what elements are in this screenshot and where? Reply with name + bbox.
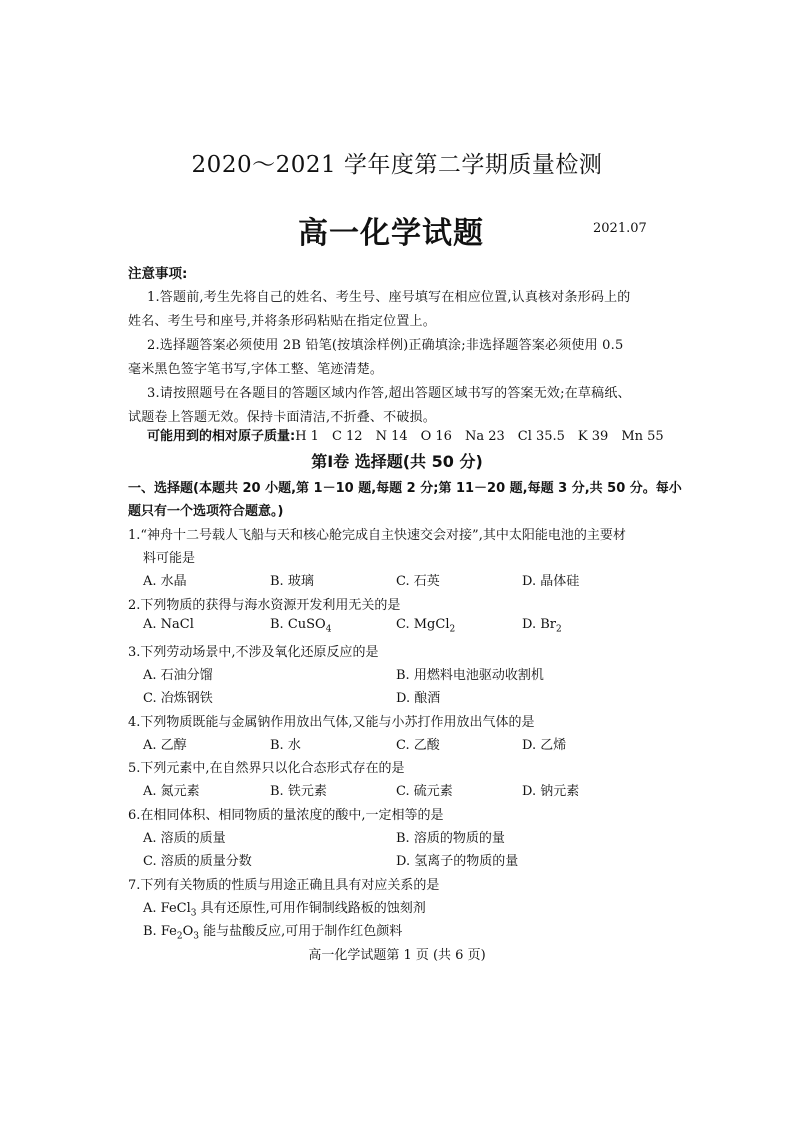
note-line: 毫米黑色签字笔书写,字体工整、笔迹清楚。 (128, 362, 384, 377)
section-desc: 一、选择题(本题共 20 小题,第 1－10 题,每题 2 分;第 11－20 题,每题 3 分,共 50 分。每小 (128, 481, 682, 496)
question-stem: 5.下列元素中,在自然界只以化合态形式存在的是 (128, 761, 405, 776)
atomic-mass-values: H 1 C 12 N 14 O 16 Na 23 Cl 35.5 K 39 Mn 55 (295, 429, 664, 444)
note-line: 2.选择题答案必须使用 2B 铅笔(按填涂样例)正确填涂;非选择题答案必须使用 0.5 (147, 338, 624, 353)
option-c: C. MgCl$_2$ (396, 617, 456, 635)
option-b: B. 溶质的物质的量 (396, 831, 505, 846)
option-b: B. 玻璃 (270, 574, 314, 589)
option-d: D. 晶体硅 (522, 574, 580, 589)
option-a: A. 乙醇 (143, 738, 187, 753)
option-d: D. 钠元素 (522, 784, 580, 799)
option-b: B. CuSO$_4$ (270, 617, 332, 635)
option-a: A. NaCl (143, 617, 194, 632)
option-b: B. $Fe_2O_3$ 能与盐酸反应,可用于制作红色颜料 (143, 924, 403, 942)
question-stem: 2.下列物质的获得与海水资源开发利用无关的是 (128, 598, 401, 613)
note-line: 3.请按照题号在各题目的答题区域内作答,超出答题区域书写的答案无效;在草稿纸、 (147, 386, 631, 401)
option-d: D. $Br_2$ (522, 617, 562, 635)
note-line: 姓名、考生号和座号,并将条形码粘贴在指定位置上。 (128, 314, 436, 329)
note-line: 试题卷上答题无效。保持卡面清洁,不折叠、不破损。 (128, 410, 436, 425)
question-stem: 4.下列物质既能与金属钠作用放出气体,又能与小苏打作用放出气体的是 (128, 715, 535, 730)
option-c: C. 溶质的质量分数 (143, 854, 252, 869)
option-d: D. 氢离子的物质的量 (396, 854, 519, 869)
section-desc: 题只有一个选项符合题意。) (128, 504, 284, 519)
question-stem: 6.在相同体积、相同物质的量浓度的酸中,一定相等的是 (128, 808, 444, 823)
section-title: 第Ⅰ卷 选择题(共 50 分) (311, 452, 483, 471)
question-stem: 1.“神舟十二号载人飞船与天和核心舱完成自主快速交会对接”,其中太阳能电池的主要材 (128, 528, 626, 543)
option-b: B. 用燃料电池驱动收割机 (396, 668, 544, 683)
option-a: A. FeCl$_3$ 具有还原性,可用作铜制线路板的蚀刻剂 (143, 901, 426, 919)
option-a: A. 石油分馏 (143, 668, 213, 683)
option-c: C. 石英 (396, 574, 440, 589)
notes-title: 注意事项: (128, 266, 188, 282)
option-b: B. 铁元素 (270, 784, 327, 799)
option-a: A. 水晶 (143, 574, 187, 589)
option-c: C. 硫元素 (396, 784, 453, 799)
note-line: 1.答题前,考生先将自己的姓名、考生号、座号填写在相应位置,认真核对条形码上的 (147, 290, 631, 305)
option-d: D. 乙烯 (522, 738, 567, 753)
question-stem: 3.下列劳动场景中,不涉及氧化还原反应的是 (128, 645, 379, 660)
question-stem: 料可能是 (143, 551, 196, 566)
question-stem: 7.下列有关物质的性质与用途正确且具有对应关系的是 (128, 878, 440, 893)
atomic-mass-label: 可能用到的相对原子质量: (147, 429, 296, 444)
exam-date: 2021.07 (593, 221, 647, 236)
option-a: A. 溶质的质量 (143, 831, 226, 846)
exam-title: 2020～2021 学年度第二学期质量检测 (191, 152, 603, 178)
atomic-mass-line (147, 425, 664, 444)
option-c: C. 冶炼钢铁 (143, 691, 213, 706)
option-a: A. 氮元素 (143, 784, 200, 799)
subject-title: 高一化学试题 (298, 216, 484, 251)
option-b: B. 水 (270, 738, 301, 753)
option-d: D. 酿酒 (396, 691, 441, 706)
page-footer: 高一化学试题第 1 页 (共 6 页) (308, 948, 486, 963)
option-c: C. 乙酸 (396, 738, 440, 753)
